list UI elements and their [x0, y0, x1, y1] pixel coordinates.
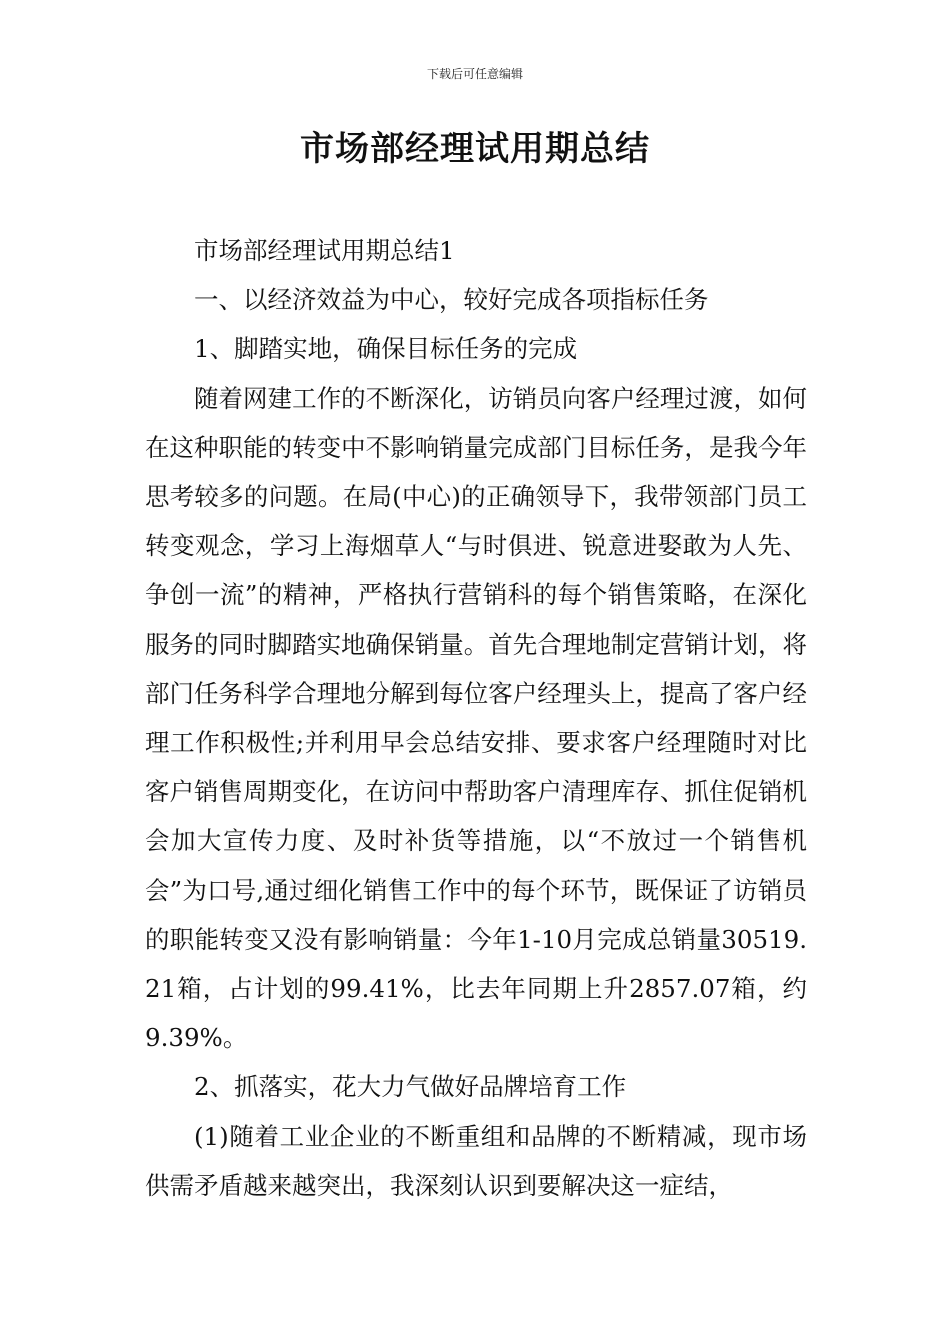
section-heading: 市场部经理试用期总结1: [194, 236, 455, 265]
header-note: 下载后可任意编辑: [426, 67, 523, 81]
subsection-heading: 1、脚踏实地，确保目标任务的完成: [194, 334, 578, 364]
body-paragraph: 随着网建工作的不断深化，访销员向客户经理过渡，如何在这种职能的转变中不影响销量完成部门目标任务，是我今年思考较多的问题。在局(中心)的正确领导下，我带领部门员工转变观念，学习上海烟草人“与时俱进、锐意进娶敢为人先、争创一流”的精神，严格执行营销科的每个销售策略，在深化服务的同时脚踏实地确保销量。首先合理地制定营销计划，将部门任务科学合理地分解到每位客户经理头上，提高了客户经理工作积极性;并利用早会总结安排、要求客户经理随时对比客户销售周期变化，在访问中帮助客户清理库存、抓住促销机会加大宣传力度、及时补货等措施，以“不放过一个销售机会”为口号,通过细化销售工作中的每个环节，既保证了访销员的职能转变又没有影响销量：今年1-10月完成总销量30519.21箱，占计划的99.41%，比去年同期上升2857.07箱，约9.39%。: [145, 383, 807, 1053]
subsection-heading: 2、抓落实，花大力气做好品牌培育工作: [194, 1072, 627, 1102]
document-title: 市场部经理试用期总结: [300, 129, 650, 169]
section-heading: 一、以经济效益为中心，较好完成各项指标任务: [194, 285, 709, 315]
body-paragraph: (1)随着工业企业的不断重组和品牌的不断精减，现市场供需矛盾越来越突出，我深刻认识到要解决这一症结，: [145, 1121, 807, 1200]
document-body: [145, 226, 807, 1210]
